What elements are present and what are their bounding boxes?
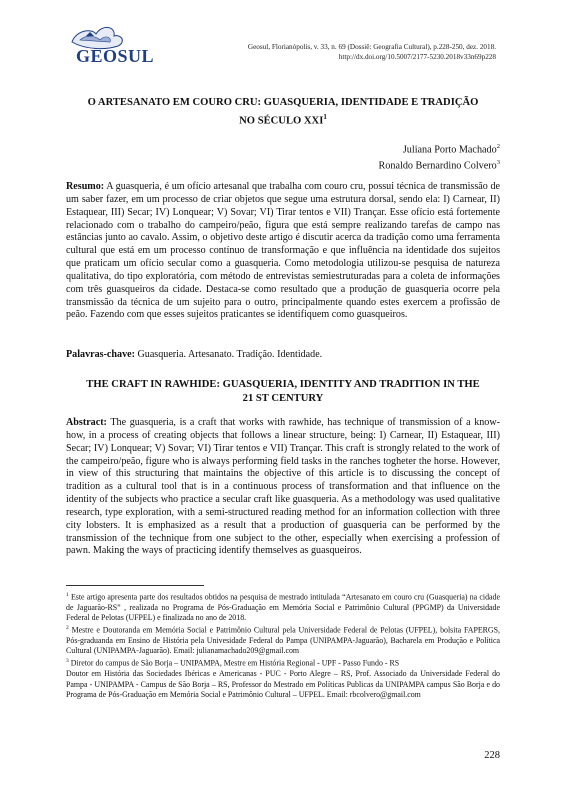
footnote-text: Doutor em História das Sociedades Ibéricas e Americanas - PUC - Porto Alegre – RS, Prof. Associado da Universidade Federal do Pampa - UNIPAMPA - Campus de São Borja – RS, Professor do Mestrado em Políticas Publicas da UNIPAMPA campus São Borja e do Programa de Pós-Graduação em Memória Social e Patrimônio Cultural – UFPEL. Email: rbcolvero@gmail.com: [66, 669, 500, 699]
keywords-text: Guasqueria. Artesanato. Tradição. Identidade.: [134, 349, 323, 360]
footnote-marker: 3: [66, 658, 69, 665]
footnote-1: [66, 590, 500, 623]
footnote-marker: 1: [66, 592, 69, 598]
abstract-label: Abstract:: [66, 417, 107, 428]
resumo-text: A guasqueria, é um ofício artesanal que trabalha com couro cru, possui técnica de transmissão de um saber fazer, em um processo de criar objetos que segue uma estrutura dorsal, sendo ela: I) Carnear, II) Estaquear, III) Secar; IV) Lonquear; V) Sovar; VI) Tirar tentos e VII) Trançar. Esse ofício está fortemente relacionado com o trabalho do campeiro/peão, figura que está sempre realizando tarefas de campo nas estâncias junto ao cavalo. Assim, o objetivo deste artigo é discutir acerca da tradição como uma ferramenta cultural que está em um processo contínuo de transformação e que influência na identidade dos sujeitos que praticam um ofício secular como a guasqueria. Como metodologia utilizou-se pesquisa de natureza qualitativa, do tipo exploratória, com método de entrevistas semiestruturadas para a coleta de informações com três guasqueiros da cidade. Destaca-se como resultado que a produção de guasqueria ocorre pela transmissão da técnica de um sujeito para o outro, principalmente quando estes exercem a profissão de peão. Fazendo com que esses sujeitos praticantes se identifiquem como guasqueiros.: [66, 181, 500, 321]
resumo-label: Resumo:: [66, 181, 105, 192]
keywords-paragraph: [66, 349, 500, 362]
doi-link[interactable]: http://dx.doi.org/10.5007/2177-5230.2018v33n69p228: [338, 53, 496, 61]
title-line: NO SÉCULO XXI: [239, 115, 324, 127]
article-title-en: [66, 378, 500, 406]
author-name: Juliana Porto Machado: [402, 144, 497, 156]
footnote-ref[interactable]: 1: [323, 113, 327, 121]
footnote-text: Mestre e Doutoranda em Memória Social e Patrimônio Cultural pela Universidade Federal de Pelotas (UFPEL), bolsita FAPERGS, Pós-graduanda em Ensino de História pela Univesidade Federal do Pampa (UNIPAMPA-Jaguarão), Bacharela em Produção e Política Cultural (UNIPAMPA-Jaguarão). Email: julianamachado209@gmail.com: [66, 625, 500, 656]
footnote-3: [66, 656, 500, 669]
footnote-text: Diretor do campus de São Borja – UNIPAMPA, Mestre em História Regional - UPF - Passo Fundo - RS: [68, 659, 400, 669]
journal-logo-text: GEOSUL: [76, 46, 155, 66]
keywords-label: Palavras-chave:: [66, 349, 135, 360]
title-line: 21 ST CENTURY: [242, 393, 324, 404]
page-number: 228: [484, 750, 500, 761]
footnote-divider: [66, 585, 204, 586]
article-title-pt: [66, 96, 500, 129]
title-line: THE CRAFT IN RAWHIDE: GUASQUERIA, IDENTITY AND TRADITION IN THE: [86, 379, 480, 390]
journal-citation-line: Geosul, Florianópolis, v. 33, n. 69 (Dossiê: Geografia Cultural), p.228-250, dez. 2018.: [247, 43, 496, 51]
footnote-ref[interactable]: 2: [496, 143, 500, 150]
journal-citation: [248, 42, 496, 62]
author-list: [378, 140, 500, 173]
footnote-2: [66, 623, 500, 656]
resumo-paragraph: [66, 181, 500, 322]
footnote-ref[interactable]: 3: [496, 159, 500, 167]
abstract-paragraph: [66, 417, 500, 558]
title-line: O ARTESANATO EM COURO CRU: GUASQUERIA, IDENTIDADE E TRADIÇÃO: [87, 97, 479, 108]
footnote-3-continued: [66, 669, 500, 700]
author-name: Ronaldo Bernardino Colvero: [378, 160, 497, 172]
footnote-marker: 2: [66, 625, 69, 632]
abstract-text: The guasqueria, is a craft that works with rawhide, has technique of transmission of a know-how, in a process of creating objects that follows a linear structure, being: I) Carnear, II) Estaquear, III) Secar; IV) Lonquear; V) Sovar; VI) Tirar tentos e VII) Trançar. This craft is strongly related to the work of the campeiro/peão, figure who is always performing field tasks in the ranches togheter the horse. However, in view of this structuring that maintains the objective of this article is to discussing the concept of tradition as a cultural tool that is in a continuous process of transformation and that influence on the identity of the subjects who practice a secular craft like guasqueria. As a methodology was used qualitative research, type exploration, with a semi-structured reading method for an information collection with three city lobsters. It is emphasized as a result that a production of guasqueria can be performed by the transmission of the technique from one subject to the other, especially when exercising a profession of pawn. Making the ways of practicing identify themselves as guasqueiros.: [66, 417, 500, 557]
footnotes: [66, 590, 500, 700]
footnote-text: Este artigo apresenta parte dos resultados obtidos na pesquisa de mestrado intitulada “Artesanato em couro cru (Guasqueria) na cidade de Jaguarão-RS” , realizada no Programa de Pós-Graduação em Memória Social e Patrimônio Cultural (PPGMP) da Universidade Federal de Pelotas (UFPEL) e finalizada no ano de 2018.: [66, 592, 500, 623]
